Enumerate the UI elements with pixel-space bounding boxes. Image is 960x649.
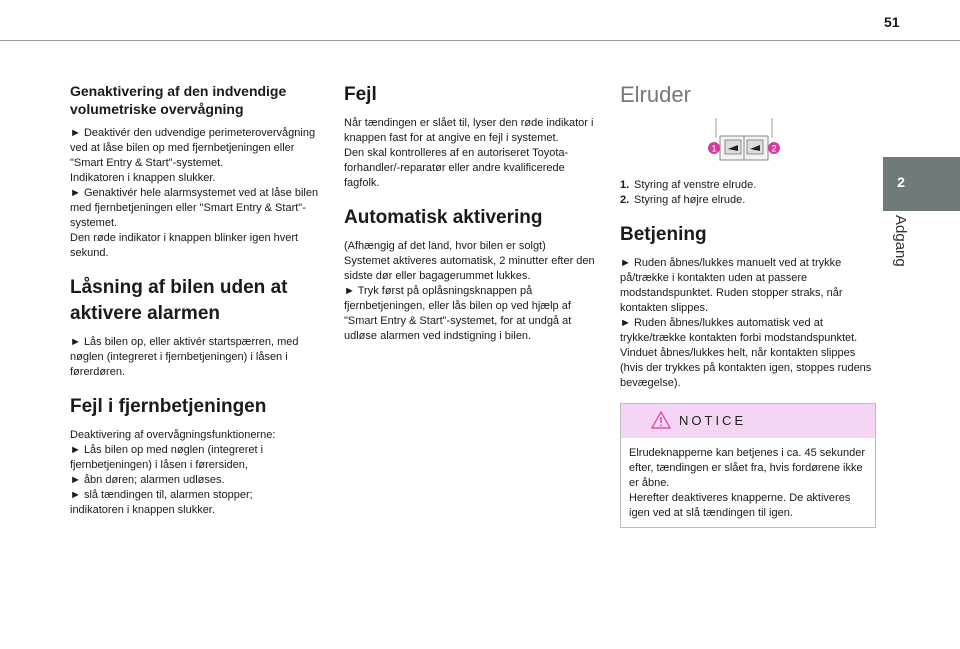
heading-operation: Betjening — [620, 224, 707, 245]
heading-remote-fault: Fejl i fjernbetjeningen — [70, 396, 267, 417]
paragraph: (Afhængig af det land, hvor bilen er solgt) — [344, 240, 546, 252]
paragraph: ► Tryk først på oplåsningsknappen på fjernbetjeningen, eller lås bilen op ved hjælp af "Smart Entry & Start"-systemet, for at undgå at udløse alarmen ved indstigning i bilen. — [344, 285, 572, 342]
paragraph: Indikatoren i knappen slukker. — [70, 172, 216, 184]
header-rule — [0, 40, 960, 41]
window-switch-drawing — [620, 116, 876, 164]
heading-fault: Fejl — [344, 84, 377, 105]
paragraph: indikatoren i knappen slukker. — [70, 504, 215, 516]
warning-icon — [651, 411, 671, 429]
spacer — [620, 208, 876, 222]
notice-body — [621, 438, 875, 527]
list-item — [620, 193, 876, 208]
paragraph: Den skal kontrolleres af en autoriseret Toyota-forhandler/-reparatør eller andre kvalificerede fagfolk. — [344, 147, 569, 189]
paragraph: ► slå tændingen til, alarmen stopper; — [70, 489, 253, 501]
notice-text: Elrudeknapperne kan betjenes i ca. 45 sekunder efter, tændingen er slået fra, hvis fordørene ikke er åbne. — [629, 447, 866, 489]
page-number: 51 — [884, 14, 900, 30]
notice-text: Herefter deaktiveres knapperne. De aktiveres igen ved at slå tændingen til igen. — [629, 492, 851, 519]
notice-header — [621, 404, 875, 438]
chapter-tab — [883, 157, 960, 211]
paragraph: ► Deaktivér den udvendige perimeterovervågning ved at låse bilen op med fjernbetjeningen eller "Smart Entry & Start"-systemet. — [70, 127, 316, 169]
list-text: Styring af højre elrude. — [634, 194, 746, 206]
column-1 — [70, 82, 322, 518]
paragraph: ► Lås bilen op med nøglen (integreret i fjernbetjeningen) i låsen i førersiden, — [70, 444, 264, 471]
paragraph: Den røde indikator i knappen blinker igen hvert sekund. — [70, 232, 299, 259]
paragraph: ► Ruden åbnes/lukkes automatisk ved at trykke/trække kontakten forbi modstandspunktet. Vinduet åbnes/lukkes helt, når kontakten slippes (hvis der trykkes på kontakten igen, stoppes rudens bevægelse). — [620, 317, 872, 389]
paragraph: ► Lås bilen op, eller aktivér startspærren, med nøglen (integreret i fjernbetjeningen) i låsen i førerdøren. — [70, 336, 299, 378]
chapter-number: 2 — [897, 174, 905, 190]
heading-reactivation: Genaktivering af den indvendige volumetriske overvågning — [70, 83, 287, 117]
paragraph: ► Ruden åbnes/lukkes manuelt ved at trykke på/trække i kontakten uden at passere modstandspunktet. Ruden stopper straks, når kontakten slippes. — [620, 257, 843, 314]
list-text: Styring af venstre elrude. — [634, 179, 757, 191]
badge-1: 1 — [711, 143, 717, 154]
paragraph: ► åbn døren; alarmen udløses. — [70, 474, 225, 486]
list-num: 2. — [620, 194, 630, 206]
badge-2: 2 — [771, 143, 777, 154]
chapter-label-wrap — [878, 213, 918, 293]
spacer — [70, 261, 322, 275]
paragraph: Systemet aktiveres automatisk, 2 minutter efter den sidste dør eller bagagerummet lukkes. — [344, 255, 595, 282]
spacer — [344, 191, 596, 205]
notice-box — [620, 403, 876, 528]
heading-lock-no-alarm: Låsning af bilen uden at aktivere alarmen — [70, 277, 288, 324]
paragraph: ► Genaktivér hele alarmsystemet ved at låse bilen med fjernbetjeningen eller "Smart Entry & Start"-systemet. — [70, 187, 319, 229]
heading-power-windows: Elruder — [620, 82, 691, 107]
column-2 — [344, 82, 596, 344]
paragraph: Deaktivering af overvågningsfunktionerne: — [70, 429, 276, 441]
list-item — [620, 178, 876, 193]
notice-title: NOTICE — [679, 413, 747, 428]
column-3 — [620, 82, 876, 528]
list-num: 1. — [620, 179, 630, 191]
spacer — [70, 380, 322, 394]
paragraph: Når tændingen er slået til, lyser den røde indikator i knappen fast for at angive en fejl i systemet. — [344, 117, 594, 144]
heading-auto-activation: Automatisk aktivering — [344, 207, 543, 228]
window-switch-illustration — [620, 116, 876, 164]
chapter-label: Adgang — [892, 215, 909, 267]
